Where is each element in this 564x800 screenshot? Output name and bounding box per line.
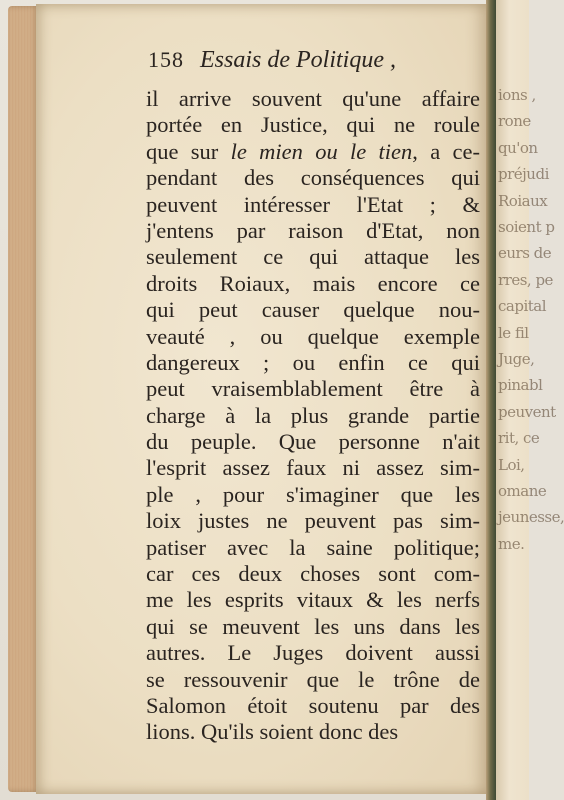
facing-page-fragment: qu'on <box>498 138 538 157</box>
text-line: me les esprits vitaux & les nerfs <box>146 587 480 613</box>
facing-page-fragment: peuvent <box>498 402 556 421</box>
text-segment: , a ce- <box>412 138 480 164</box>
text-line: du peuple. Que personne n'ait <box>146 429 480 455</box>
text-line <box>146 139 480 165</box>
facing-page-fragment: préjudi <box>498 165 549 184</box>
facing-page-fragment: jeunesse, <box>498 508 564 527</box>
facing-page <box>496 0 564 800</box>
facing-page-fragment: eurs de <box>498 244 552 263</box>
text-line: l'esprit assez faux ni assez sim- <box>146 455 480 481</box>
facing-page-fragment: rone <box>498 112 531 131</box>
italic-phrase: le mien ou le tien <box>230 138 413 164</box>
text-line: droits Roiaux, mais encore ce <box>146 270 480 296</box>
text-line: autres. Le Juges doivent aussi <box>146 640 480 666</box>
facing-page-fragment: rit, ce <box>498 429 540 448</box>
text-line: Salomon étoit soutenu par des <box>146 692 480 718</box>
text-line: qui peut causer quelque nou- <box>146 297 480 323</box>
text-line: peut vraisemblablement être à <box>146 376 480 402</box>
text-line: ple , pour s'imaginer que les <box>146 481 480 507</box>
text-line: dangereux ; ou enfin ce qui <box>146 349 480 375</box>
text-line: j'entens par raison d'Etat, non <box>146 217 480 243</box>
facing-page-fragment: le fil <box>498 323 529 342</box>
book-gutter <box>486 0 496 800</box>
facing-page-fragment: pinabl <box>498 376 543 395</box>
text-line: portée en Justice, qui ne roule <box>146 112 480 138</box>
facing-page-fragment: omane <box>498 482 547 500</box>
facing-page-fragment: rres, pe <box>498 270 553 289</box>
facing-page-fragment: soient p <box>498 218 555 236</box>
text-segment: que sur <box>146 138 231 164</box>
text-line: se ressouvenir que le trône de <box>146 666 480 692</box>
text-line: qui se meuvent les uns dans les <box>146 613 480 639</box>
facing-page-fragment: capital <box>498 297 547 316</box>
body-text <box>146 86 480 746</box>
page-number: 158 <box>148 47 184 72</box>
facing-page-fragment: Juge, <box>498 350 535 368</box>
page-header <box>148 47 396 74</box>
text-line: loix justes ne peuvent pas sim- <box>146 508 480 534</box>
running-title: Essais de Politique , <box>200 47 396 73</box>
text-line: peuvent intéresser l'Etat ; & <box>146 191 480 217</box>
text-line: car ces deux choses sont com- <box>146 561 480 587</box>
facing-page-fragment: Roiaux <box>498 191 548 210</box>
text-line: lions. Qu'ils soient donc des <box>146 719 399 745</box>
text-line: veauté , ou quelque exemple <box>146 323 480 349</box>
facing-page-fragment: ions , <box>498 86 536 104</box>
text-line: seulement ce qui attaque les <box>146 244 480 270</box>
facing-page-fragment: Loi, <box>498 455 525 474</box>
text-line: pendant des conséquences qui <box>146 165 480 191</box>
facing-page-fragment: me. <box>498 534 525 553</box>
text-line: patiser avec la saine politique; <box>146 534 480 560</box>
text-line: charge à la plus grande partie <box>146 402 480 428</box>
text-line: il arrive souvent qu'une affaire <box>146 86 480 111</box>
